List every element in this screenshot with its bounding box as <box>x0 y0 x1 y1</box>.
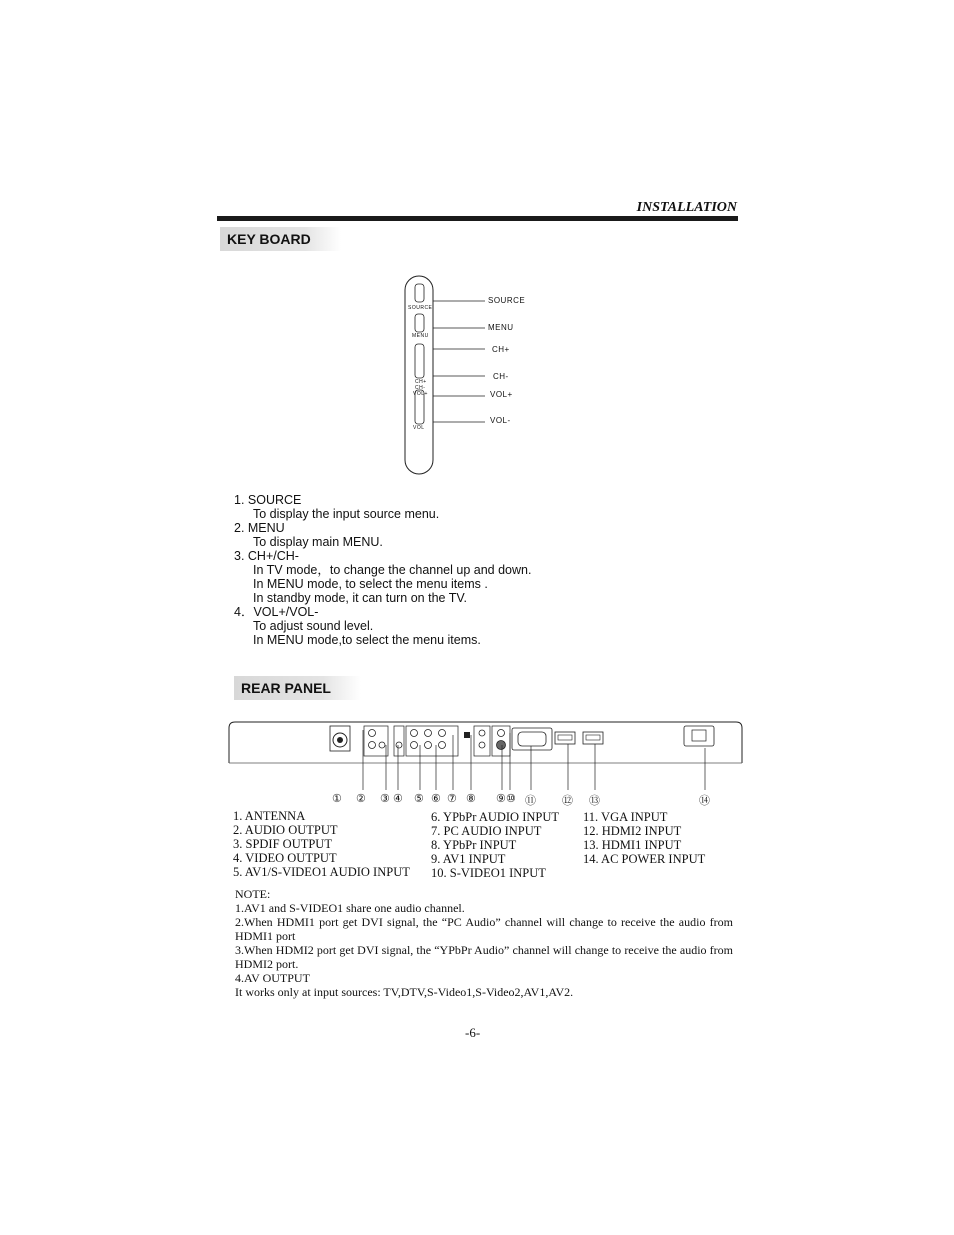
legend-item: 7. PC AUDIO INPUT <box>431 824 542 838</box>
legend-item: 11. VGA INPUT <box>583 810 668 824</box>
svideo-jack <box>497 741 506 750</box>
notes <box>235 887 733 999</box>
ypbpr-jack <box>479 742 485 748</box>
legend-item: 3. SPDIF OUTPUT <box>233 837 332 851</box>
device-label-ch-minus: CH- <box>415 385 426 391</box>
marker-9: ⑨ <box>496 793 506 805</box>
device-label-source: SOURCE <box>408 305 433 311</box>
legend-item: 6. YPbPr AUDIO INPUT <box>431 810 560 824</box>
desc-title: 4．VOL+/VOL- <box>234 605 319 619</box>
key-descriptions <box>234 493 531 647</box>
legend-column-1 <box>233 809 410 879</box>
video-output-port <box>394 726 404 756</box>
indicator-square <box>464 732 470 738</box>
source-key <box>415 284 424 302</box>
audio-output-jack <box>369 742 376 749</box>
note-line: 2.When HDMI1 port get DVI signal, the “PC Audio” channel will change to receive the audio from HDMI1 port <box>235 915 733 943</box>
callout-ch-plus: CH+ <box>492 345 510 354</box>
spdif-jack <box>379 742 385 748</box>
keyboard-heading: KEY BOARD <box>220 227 341 251</box>
desc-line: To display the input source menu. <box>253 507 440 521</box>
header-rule <box>217 216 738 221</box>
note-heading: NOTE: <box>235 887 271 901</box>
hdmi1-connector <box>586 735 600 740</box>
desc-line: To display main MENU. <box>253 535 383 549</box>
marker-14: ⑭ <box>699 795 710 807</box>
legend-item: 1. ANTENNA <box>233 809 306 823</box>
legend-item: 9. AV1 INPUT <box>431 852 506 866</box>
legend-item: 10. S-VIDEO1 INPUT <box>431 866 546 880</box>
note-line: It works only at input sources: TV,DTV,S-Video1,S-Video2,AV1,AV2. <box>235 985 574 999</box>
hdmi2-connector <box>558 735 572 740</box>
legend-item: 5. AV1/S-VIDEO1 AUDIO INPUT <box>233 865 410 879</box>
audio-input-jack <box>411 742 418 749</box>
legend-item: 14. AC POWER INPUT <box>583 852 706 866</box>
device-label-vol: VOL <box>413 425 425 431</box>
desc-line: In MENU mode,to select the menu items. <box>253 633 481 647</box>
marker-7: ⑦ <box>447 793 457 805</box>
rear-panel-diagram <box>226 718 746 796</box>
marker-10: ⑩ <box>506 793 516 805</box>
callout-menu: MENU <box>488 323 514 332</box>
av1-jack <box>498 730 505 737</box>
marker-13: ⑬ <box>589 795 600 807</box>
desc-line: To adjust sound level. <box>253 619 374 633</box>
pc-audio-jack <box>439 730 446 737</box>
channel-key <box>415 344 424 378</box>
note-line: 3.When HDMI2 port get DVI signal, the “YPbPr Audio” channel will change to receive the audio from HDMI2 port. <box>235 943 733 971</box>
marker-11: ⑪ <box>525 795 536 807</box>
device-label-ch: CH+ <box>415 379 427 385</box>
ypbpr-audio-jack <box>425 742 432 749</box>
audio-output-jack <box>369 730 376 737</box>
note-line: 1.AV1 and S-VIDEO1 share one audio channel. <box>235 901 465 915</box>
marker-5: ⑤ <box>414 793 424 805</box>
section-title: INSTALLATION <box>636 200 737 215</box>
antenna-pin <box>337 737 343 743</box>
callout-source: SOURCE <box>488 296 526 305</box>
marker-4: ④ <box>393 793 403 805</box>
desc-line: In TV mode，to change the channel up and down. <box>253 563 532 577</box>
device-label-vol-plus: VOL+ <box>413 391 428 397</box>
callout-vol-minus: VOL- <box>490 416 511 425</box>
callout-ch-minus: CH- <box>493 372 509 381</box>
audio-input-jack <box>411 730 418 737</box>
audio-output-port-group <box>364 726 388 756</box>
page-number: -6- <box>465 1025 481 1040</box>
note-line: 4.AV OUTPUT <box>235 971 310 985</box>
callout-vol-plus: VOL+ <box>490 390 513 399</box>
legend-column-2 <box>431 810 559 880</box>
ac-power-inlet <box>692 730 706 741</box>
legend-item: 2. AUDIO OUTPUT <box>233 823 338 837</box>
desc-line: In MENU mode, to select the menu items . <box>253 577 488 591</box>
video-output-jack <box>396 742 402 748</box>
desc-line: In standby mode, it can turn on the TV. <box>253 591 468 605</box>
rear-panel-heading: REAR PANEL <box>234 676 361 700</box>
legend-item: 12. HDMI2 INPUT <box>583 824 682 838</box>
pc-audio-jack <box>439 742 446 749</box>
marker-2: ② <box>356 793 366 805</box>
legend-item: 13. HDMI1 INPUT <box>583 838 682 852</box>
menu-key <box>415 314 424 332</box>
marker-3: ③ <box>380 793 390 805</box>
vga-connector <box>518 732 546 746</box>
marker-8: ⑧ <box>466 793 476 805</box>
desc-title: 3. CH+/CH- <box>234 549 299 563</box>
ypbpr-jack <box>479 730 485 736</box>
device-label-menu: MENU <box>412 333 429 339</box>
marker-12: ⑫ <box>562 795 573 807</box>
legend-item: 8. YPbPr INPUT <box>431 838 517 852</box>
marker-6: ⑥ <box>431 793 441 805</box>
legend-item: 4. VIDEO OUTPUT <box>233 851 337 865</box>
desc-title: 2. MENU <box>234 521 285 535</box>
ypbpr-audio-jack <box>425 730 432 737</box>
legend-column-3 <box>583 810 705 866</box>
marker-1: ① <box>332 793 342 805</box>
desc-title: 1. SOURCE <box>234 493 302 507</box>
